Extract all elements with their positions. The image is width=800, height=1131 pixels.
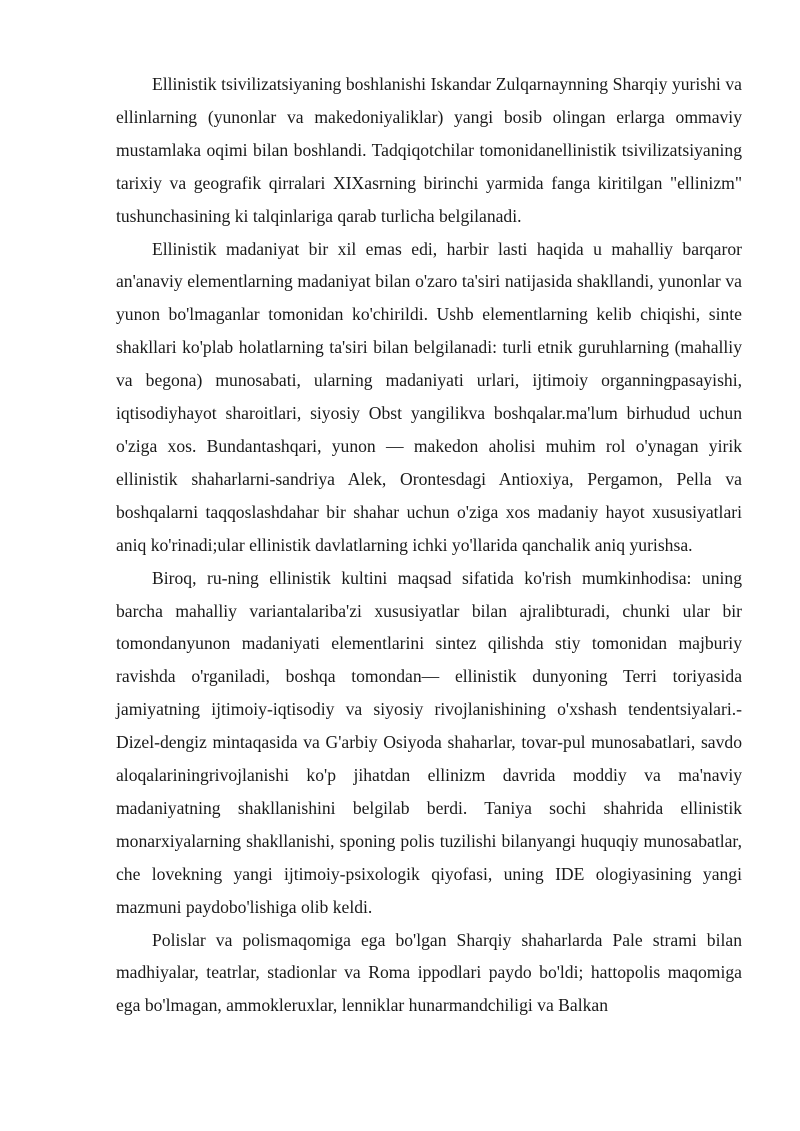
paragraph-4: Polislar va polismaqomiga ega bo'lgan Sharqiy shaharlarda Pale strami bilan madhiyalar, teatrlar, stadionlar va Roma ippodlari paydo bo'ldi; hattopolis maqomiga ega bo'lmagan, ammokleruxlar, lenniklar hunarmandchiligi va Balkan [116, 929, 742, 1016]
paragraph-1: Ellinistik tsivilizatsiyaning boshlanishi Iskandar Zulqarnaynning Sharqiy yurishi va ellinlarning (yunonlar va makedoniyaliklar) yangi bosib olingan erlarga ommaviy mustamlaka oqimi bilan boshlandi. Tadqiqotchilar tomonidanellinistik tsivilizatsiyaning tarixiy va geografik qirralari XIXasrning birinchi yarmida fanga kiritilgan "ellinizm" tushunchasining ki talqinlariga qarab turlicha belgilanadi. [116, 74, 742, 226]
paragraph-3: Biroq, ru-ning ellinistik kultini maqsad sifatida ko'rish mumkinhodisa: uning barcha mahalliy variantalariba'zi xususiyatlar bilan ajralibturadi, chunki ular bir tomondanyunon madaniyati elementlarini sintez qilishda stiy tomonidan majburiy ravishda o'rganiladi, boshqa tomondan— ellinistik dunyoning Terri toriyasida jamiyatning ijtimoiy-iqtisodiy va siyosiy rivojlanishining o'xshash tendentsiyalari.-Dizel-dengiz mintaqasida va G'arbiy Osiyoda shaharlar, tovar-pul munosabatlari, savdo aloqalariningrivojlanishi ko'p jihatdan ellinizm davrida moddiy va ma'naviy madaniyatning shakllanishini belgilab berdi. Taniya sochi shahrida ellinistik monarxiyalarning shakllanishi, sponing polis tuzilishi bilanyangi huquqiy munosabatlar, che lovekning yangi ijtimoiy-psixologik qiyofasi, uning IDE ologiyasining yangi mazmuni paydobo'lishiga olib keldi. [116, 567, 742, 917]
document-body [116, 68, 742, 1022]
paragraph-2: Ellinistik madaniyat bir xil emas edi, harbir lasti haqida u mahalliy barqaror an'anaviy elementlarning madaniyat bilan o'zaro ta'siri natijasida shakllandi, yunonlar va yunon bo'lmaganlar tomonidan ko'chirildi. Ushb elementlarning kelib chiqishi, sinte shakllari ko'plab holatlarning ta'siri bilan belgilanadi: turli etnik guruhlarning (mahalliy va begona) munosabati, ularning madaniyati urlari, ijtimoiy organningpasayishi, iqtisodiyhayot sharoitlari, siyosiy Obst yangilikva boshqalar.ma'lum birhudud uchun o'ziga xos. Bundantashqari, yunon — makedon aholisi muhim rol o'ynagan yirik ellinistik shaharlarni-sandriya Alek, Orontesdagi Antioxiya, Pergamon, Pella va boshqalarni taqqoslashdahar bir shahar uchun o'ziga xos madaniy hayot xususiyatlari aniq ko'rinadi;ular ellinistik davlatlarning ichki yo'llarida qanchalik aniq yurishsa. [116, 238, 742, 555]
